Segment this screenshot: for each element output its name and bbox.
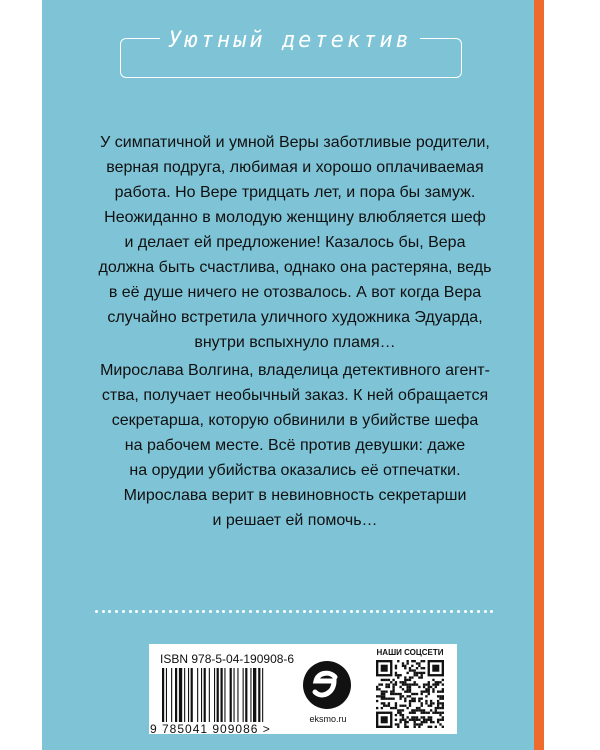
divider-dot: [283, 610, 286, 613]
divider-dot: [269, 610, 272, 613]
divider-dot: [443, 610, 446, 613]
annotation-paragraph-2: [95, 358, 495, 533]
text-line: верная подруга, любимая и хорошо оплачиваемая: [106, 159, 484, 176]
book-spine: [534, 0, 544, 750]
text-line: случайно встретила уличного художника Эдуарда,: [107, 309, 483, 326]
divider-dot: [115, 610, 118, 613]
series-title: Уютный детектив: [160, 28, 420, 53]
divider-dot: [303, 610, 306, 613]
divider-dot: [229, 610, 232, 613]
divider-dot: [397, 610, 400, 613]
divider-dot: [437, 610, 440, 613]
divider-dot: [242, 610, 245, 613]
divider-dot: [249, 610, 252, 613]
divider-dot: [490, 610, 493, 613]
divider-dot: [450, 610, 453, 613]
divider-dot: [276, 610, 279, 613]
qr-code-icon[interactable]: [376, 660, 444, 728]
text-line: и делает ей предложение! Казалось бы, Вера: [124, 234, 466, 251]
text-line: секретарша, которую обвинили в убийстве шефа: [111, 412, 479, 429]
divider-dot: [135, 610, 138, 613]
divider-dot: [383, 610, 386, 613]
divider-dot: [330, 610, 333, 613]
divider-dot: [457, 610, 460, 613]
divider-dot: [336, 610, 339, 613]
divider-dot: [236, 610, 239, 613]
divider-dot: [162, 610, 165, 613]
series-title-wrap: [120, 28, 460, 53]
dotted-divider: [95, 610, 495, 614]
divider-dot: [256, 610, 259, 613]
divider-dot: [417, 610, 420, 613]
divider-dot: [102, 610, 105, 613]
divider-dot: [356, 610, 359, 613]
divider-dot: [155, 610, 158, 613]
divider-dot: [410, 610, 413, 613]
barcode-icon: [160, 668, 295, 724]
text-line: Мирослава верит в невиновность секретарши: [123, 487, 467, 504]
divider-dot: [296, 610, 299, 613]
divider-dot: [129, 610, 132, 613]
text-line: и решает ей помочь…: [212, 512, 378, 529]
annotation-paragraph-1: [95, 130, 495, 355]
text-line: должна быть счастлива, однако она растеряна, ведь: [98, 259, 492, 276]
divider-dot: [263, 610, 266, 613]
divider-dot: [370, 610, 373, 613]
publisher-site: eksmo.ru: [309, 714, 347, 724]
divider-dot: [363, 610, 366, 613]
divider-dot: [323, 610, 326, 613]
divider-dot: [222, 610, 225, 613]
divider-dot: [182, 610, 185, 613]
divider-dot: [390, 610, 393, 613]
divider-dot: [423, 610, 426, 613]
text-line: на орудии убийства оказались её отпечатки.: [129, 462, 461, 479]
divider-dot: [108, 610, 111, 613]
barcode-digits: 9 785041 909086 >: [150, 722, 271, 736]
qr-label: НАШИ СОЦСЕТИ: [376, 648, 444, 657]
divider-dot: [484, 610, 487, 613]
divider-dot: [289, 610, 292, 613]
divider-dot: [202, 610, 205, 613]
text-line: ства, получает необычный заказ. К ней обращается: [101, 387, 489, 404]
divider-dot: [142, 610, 145, 613]
text-line: внутри вспыхнуло пламя…: [194, 334, 396, 351]
divider-dot: [376, 610, 379, 613]
divider-dot: [470, 610, 473, 613]
divider-dot: [464, 610, 467, 613]
divider-dot: [196, 610, 199, 613]
divider-dot: [316, 610, 319, 613]
divider-dot: [122, 610, 125, 613]
text-line: в её душе ничего не отозвалось. А вот когда Вера: [108, 284, 482, 301]
divider-dot: [430, 610, 433, 613]
text-line: Неожиданно в молодую женщину влюбляется шеф: [104, 209, 486, 226]
divider-dot: [189, 610, 192, 613]
divider-dot: [95, 610, 98, 613]
divider-dot: [175, 610, 178, 613]
divider-dot: [403, 610, 406, 613]
divider-dot: [169, 610, 172, 613]
text-line: У симпатичной и умной Веры заботливые родители,: [100, 134, 490, 151]
divider-dot: [309, 610, 312, 613]
text-line: работа. Но Вере тридцать лет, и пора бы замуж.: [114, 184, 476, 201]
divider-dot: [209, 610, 212, 613]
isbn-text: ISBN 978-5-04-190908-6: [160, 652, 295, 666]
divider-dot: [216, 610, 219, 613]
divider-dot: [343, 610, 346, 613]
divider-dot: [350, 610, 353, 613]
divider-dot: [149, 610, 152, 613]
text-line: Мирослава Волгина, владелица детективного агент-: [100, 362, 490, 379]
eksmo-logo-icon: [302, 660, 352, 710]
divider-dot: [477, 610, 480, 613]
text-line: на рабочем месте. Всё против девушки: даже: [124, 437, 466, 454]
